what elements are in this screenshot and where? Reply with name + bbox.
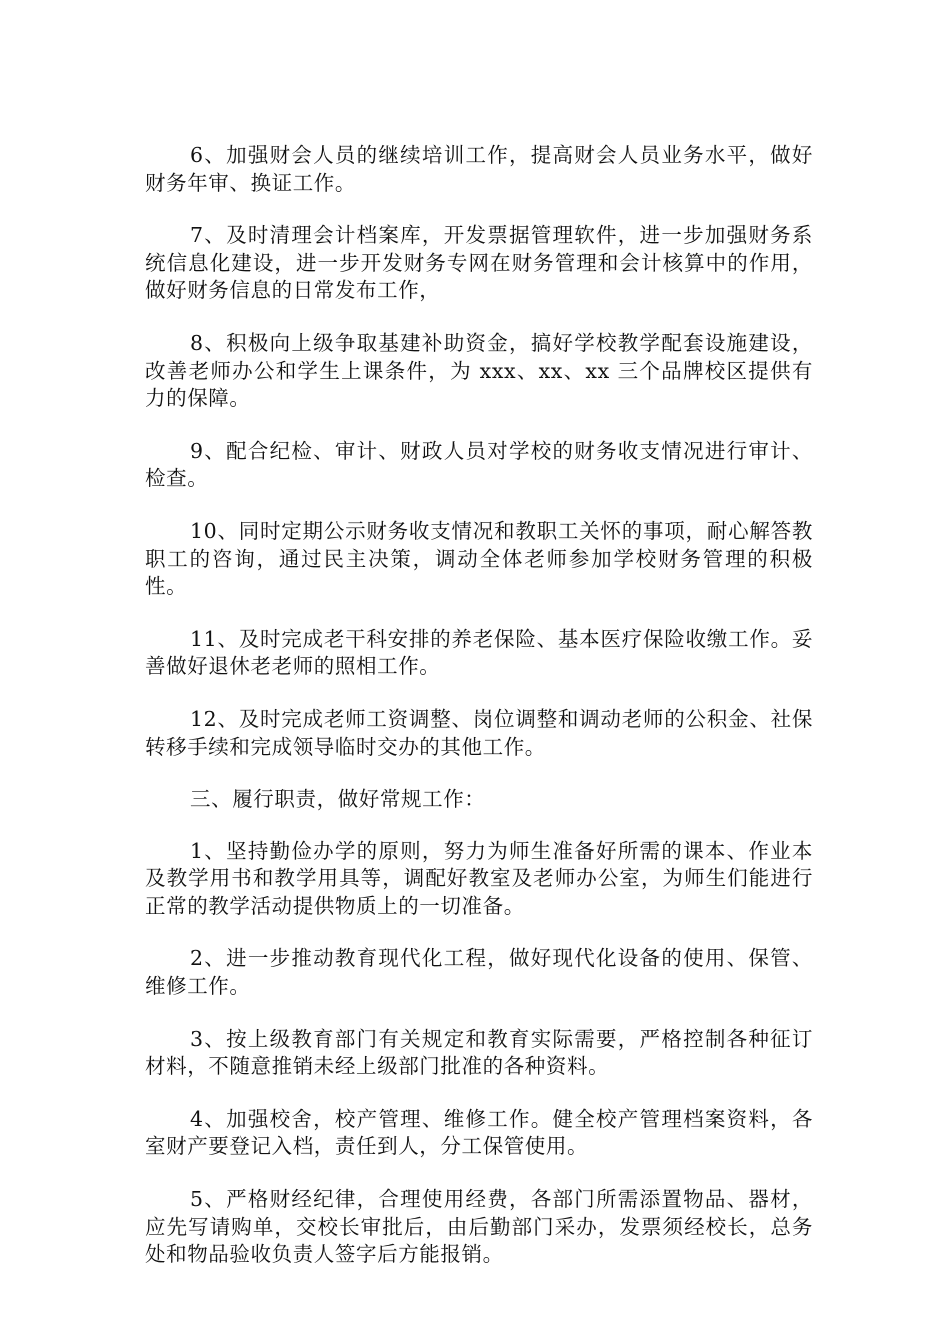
paragraph-duty-3: 3、按上级教育部门有关规定和教育实际需要，严格控制各种征订材料，不随意推销未经上级部门批准的各种资料。 xyxy=(145,1026,813,1079)
paragraph-item-7: 7、及时清理会计档案库，开发票据管理软件，进一步加强财务系统信息化建设，进一步开发财务专网在财务管理和会计核算中的作用，做好财务信息的日常发布工作， xyxy=(145,223,813,303)
paragraph-item-8: 8、积极向上级争取基建补助资金，搞好学校教学配套设施建设，改善老师办公和学生上课条件，为 xxx、xx、xx 三个品牌校区提供有力的保障。 xyxy=(145,330,813,411)
section-heading: 三、履行职责，做好常规工作： xyxy=(190,787,486,812)
paragraph-duty-2: 2、进一步推动教育现代化工程，做好现代化设备的使用、保管、维修工作。 xyxy=(145,946,813,999)
paragraph-item-11: 11、及时完成老干科安排的养老保险、基本医疗保险收缴工作。妥善做好退休老老师的照相工作。 xyxy=(145,626,813,679)
paragraph-item-6: 6、加强财会人员的继续培训工作，提高财会人员业务水平，做好财务年审、换证工作。 xyxy=(145,143,813,195)
paragraph-item-12: 12、及时完成老师工资调整、岗位调整和调动老师的公积金、社保转移手续和完成领导临时交办的其他工作。 xyxy=(145,706,813,759)
paragraph-item-10: 10、同时定期公示财务收支情况和教职工关怀的事项，耐心解答教职工的咨询，通过民主决策，调动全体老师参加学校财务管理的积极性。 xyxy=(145,518,813,599)
paragraph-duty-4: 4、加强校舍，校产管理、维修工作。健全校产管理档案资料，各室财产要登记入档，责任到人，分工保管使用。 xyxy=(145,1106,813,1159)
paragraph-item-9: 9、配合纪检、审计、财政人员对学校的财务收支情况进行审计、检查。 xyxy=(145,438,813,491)
document-body xyxy=(145,142,813,1294)
paragraph-duty-1: 1、坚持勤俭办学的原则，努力为师生准备好所需的课本、作业本及教学用书和教学用具等，调配好教室及老师办公室，为师生们能进行正常的教学活动提供物质上的一切准备。 xyxy=(145,838,813,918)
paragraph-duty-5: 5、严格财经纪律，合理使用经费，各部门所需添置物品、器材，应先写请购单，交校长审批后，由后勤部门采办，发票须经校长，总务处和物品验收负责人签字后方能报销。 xyxy=(145,1187,813,1267)
